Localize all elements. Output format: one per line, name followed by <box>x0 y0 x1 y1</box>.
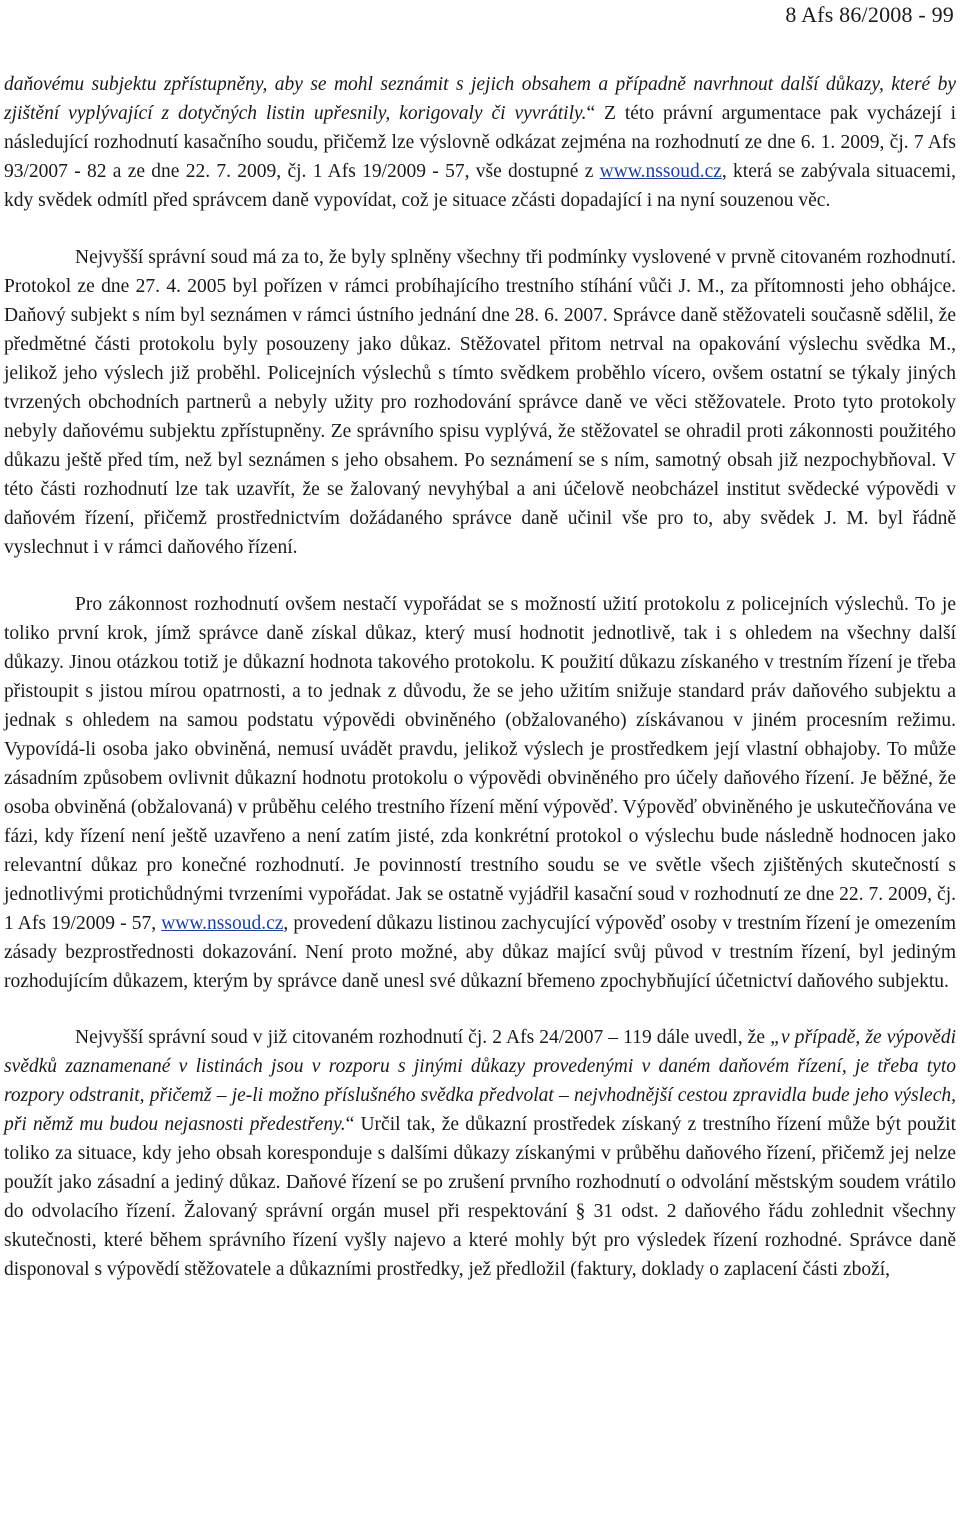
paragraph-3-text: Pro zákonnost rozhodnutí ovšem nestačí vypořádat se s možností užití protokolu z policejních výslechů. To je toliko první krok, jímž správce daně získal důkaz, který musí hodnotit jednotlivě, tak i s ohledem na všechny další důkazy. Jinou otázkou totiž je důkazní hodnota takového protokolu. K použití důkazu získaného v trestním řízení je třeba přistoupit s jistou mírou opatrnosti, a to jednak z důvodu, že se jeho užitím snižuje standard práv daňového subjektu a jednak s ohledem na samou podstatu výpovědi obviněného (obžalovaného) získávanou v jiném procesním režimu. Vypovídá-li osoba jako obviněná, nemusí uvádět pravdu, jelikož výslech je prostředkem její vlastní obhajoby. To může zásadním způsobem ovlivnit důkazní hodnotu protokolu o výpovědi obviněného pro účely daňového řízení. Je běžné, že osoba obviněná (obžalovaná) v průběhu celého trestního řízení mění výpověď. Výpověď obviněného je uskutečňována ve fázi, kdy řízení není ještě uzavřeno a není zatím jisté, zda konkrétní protokol o výslechu bude následně hodnocen jako relevantní důkaz pro konečné rozhodnutí. Je povinností trestního soudu se ve světle všech zjištěných skutečností s jednotlivými protichůdnými tvrzeními vypořádat. Jak se ostatně vyjádřil kasační soud v rozhodnutí ze dne 22. 7. 2009, čj. 1 Afs 19/2009 - 57, <box>4 594 956 934</box>
paragraph-4 <box>4 1023 956 1284</box>
paragraph-1 <box>4 70 956 215</box>
page-number: 8 Afs 86/2008 - 99 <box>785 2 954 27</box>
paragraph-4-text-end: “ Určil tak, že důkazní prostředek získaný z trestního řízení může být použit toliko za situace, kdy jeho obsah koresponduje s dalšími důkazy získanými v průběhu daňového řízení, přičemž jej nelze použít jako zásadní a jediný důkaz. Daňové řízení se po zrušení prvního rozhodnutí o odvolání městským soudem vrátilo do odvolacího řízení. Žalovaný správní orgán musel při respektování § 31 odst. 2 daňového řádu zohlednit všechny skutečnosti, které během správního řízení vyšly najevo a které mohly být pro výsledek řízení rozhodné. Správce daně disponoval s výpovědí stěžovatele a důkazními prostředky, jež předložil (faktury, doklady o zaplacení části zboží, <box>4 1114 956 1280</box>
paragraph-3 <box>4 590 956 996</box>
paragraph-3-text-end: , provedení důkazu listinou zachycující výpověď osoby v trestním řízení je omezením zásady bezprostřednosti dokazování. Není proto možné, aby důkaz mající svůj původ v trestním řízení, byl jediným rozhodujícím důkazem, kterým by správce daně unesl své důkazní břemeno zpochybňující účetnictví daňového subjektu. <box>4 913 957 992</box>
paragraph-spacer <box>4 562 956 590</box>
quote-continuation: daňovému subjektu zpřístupněny, aby se mohl seznámit s jejich obsahem a případně navrhnout další důkazy, které by zjištění vyplývající z dotyčných listin upřesnily, korigovaly či vyvrátily. <box>4 74 956 124</box>
paragraph-1-text-end: , která se zabývala situacemi, kdy svědek odmítl před správcem daně vypovídat, což je situace zčásti dopadající i na nyní souzenou věc. <box>4 161 956 211</box>
paragraph-spacer <box>4 215 956 243</box>
paragraph-1-text: “ Z této právní argumentace pak vycházejí i následující rozhodnutí kasačního soudu, přičemž lze výslovně odkázat zejména na rozhodnutí ze dne 6. 1. 2009, čj. 7 Afs 93/2007 - 82 a ze dne 22. 7. 2009, čj. 1 Afs 19/2009 - 57, vše dostupné z <box>4 103 956 182</box>
italic-quote: „v případě, že výpovědi svědků zaznamenané v listinách jsou v rozporu s jinými důkazy provedenými v daném daňovém řízení, je třeba tyto rozpory odstranit, přičemž – je-li možno příslušného svědka předvolat – nejvhodnější cestou zpravidla bude jeho výslech, při němž mu budou nejasnosti předestřeny. <box>4 1027 956 1135</box>
nssoud-link-2[interactable]: www.nssoud.cz <box>161 913 284 934</box>
paragraph-4-text: Nejvyšší správní soud v již citovaném rozhodnutí čj. 2 Afs 24/2007 – 119 dále uvedl, že <box>75 1027 771 1048</box>
nssoud-link-1[interactable]: www.nssoud.cz <box>599 161 722 182</box>
document-body <box>4 70 956 1284</box>
paragraph-2: Nejvyšší správní soud má za to, že byly splněny všechny tři podmínky vyslovené v prvně citovaném rozhodnutí. Protokol ze dne 27. 4. 2005 byl pořízen v rámci probíhajícího trestního stíhání vůči J. M., za přítomnosti jeho obhájce. Daňový subjekt s ním byl seznámen v rámci ústního jednání dne 28. 6. 2007. Správce daně stěžovateli současně sdělil, že předmětné části protokolu byly posouzeny jako důkaz. Stěžovatel přitom netrval na opakování výslechu svědka M., jelikož jeho výslech již proběhl. Policejních výslechů s tímto svědkem proběhlo vícero, ovšem ostatní se týkaly jiných tvrzených obchodních partnerů a nebyly užity pro rozhodování správce daně ve věci stěžovatele. Proto tyto protokoly nebyly daňovému subjektu zpřístupněny. Ze správního spisu vyplývá, že stěžovatel se ohradil proti zákonnosti použitého důkazu ještě před tím, než byl seznámen s jeho obsahem. Po seznámení se s ním, samotný obsah již nezpochybňoval. V této části rozhodnutí lze tak uzavřít, že se žalovaný nevyhýbal a ani účelově neobcházel institut svědecké výpovědi v daňovém řízení, přičemž prostřednictvím dožádaného správce daně učinil vše pro to, aby svědek J. M. byl řádně vyslechnut i v rámci daňového řízení. <box>4 247 956 558</box>
paragraph-spacer <box>4 996 956 1023</box>
